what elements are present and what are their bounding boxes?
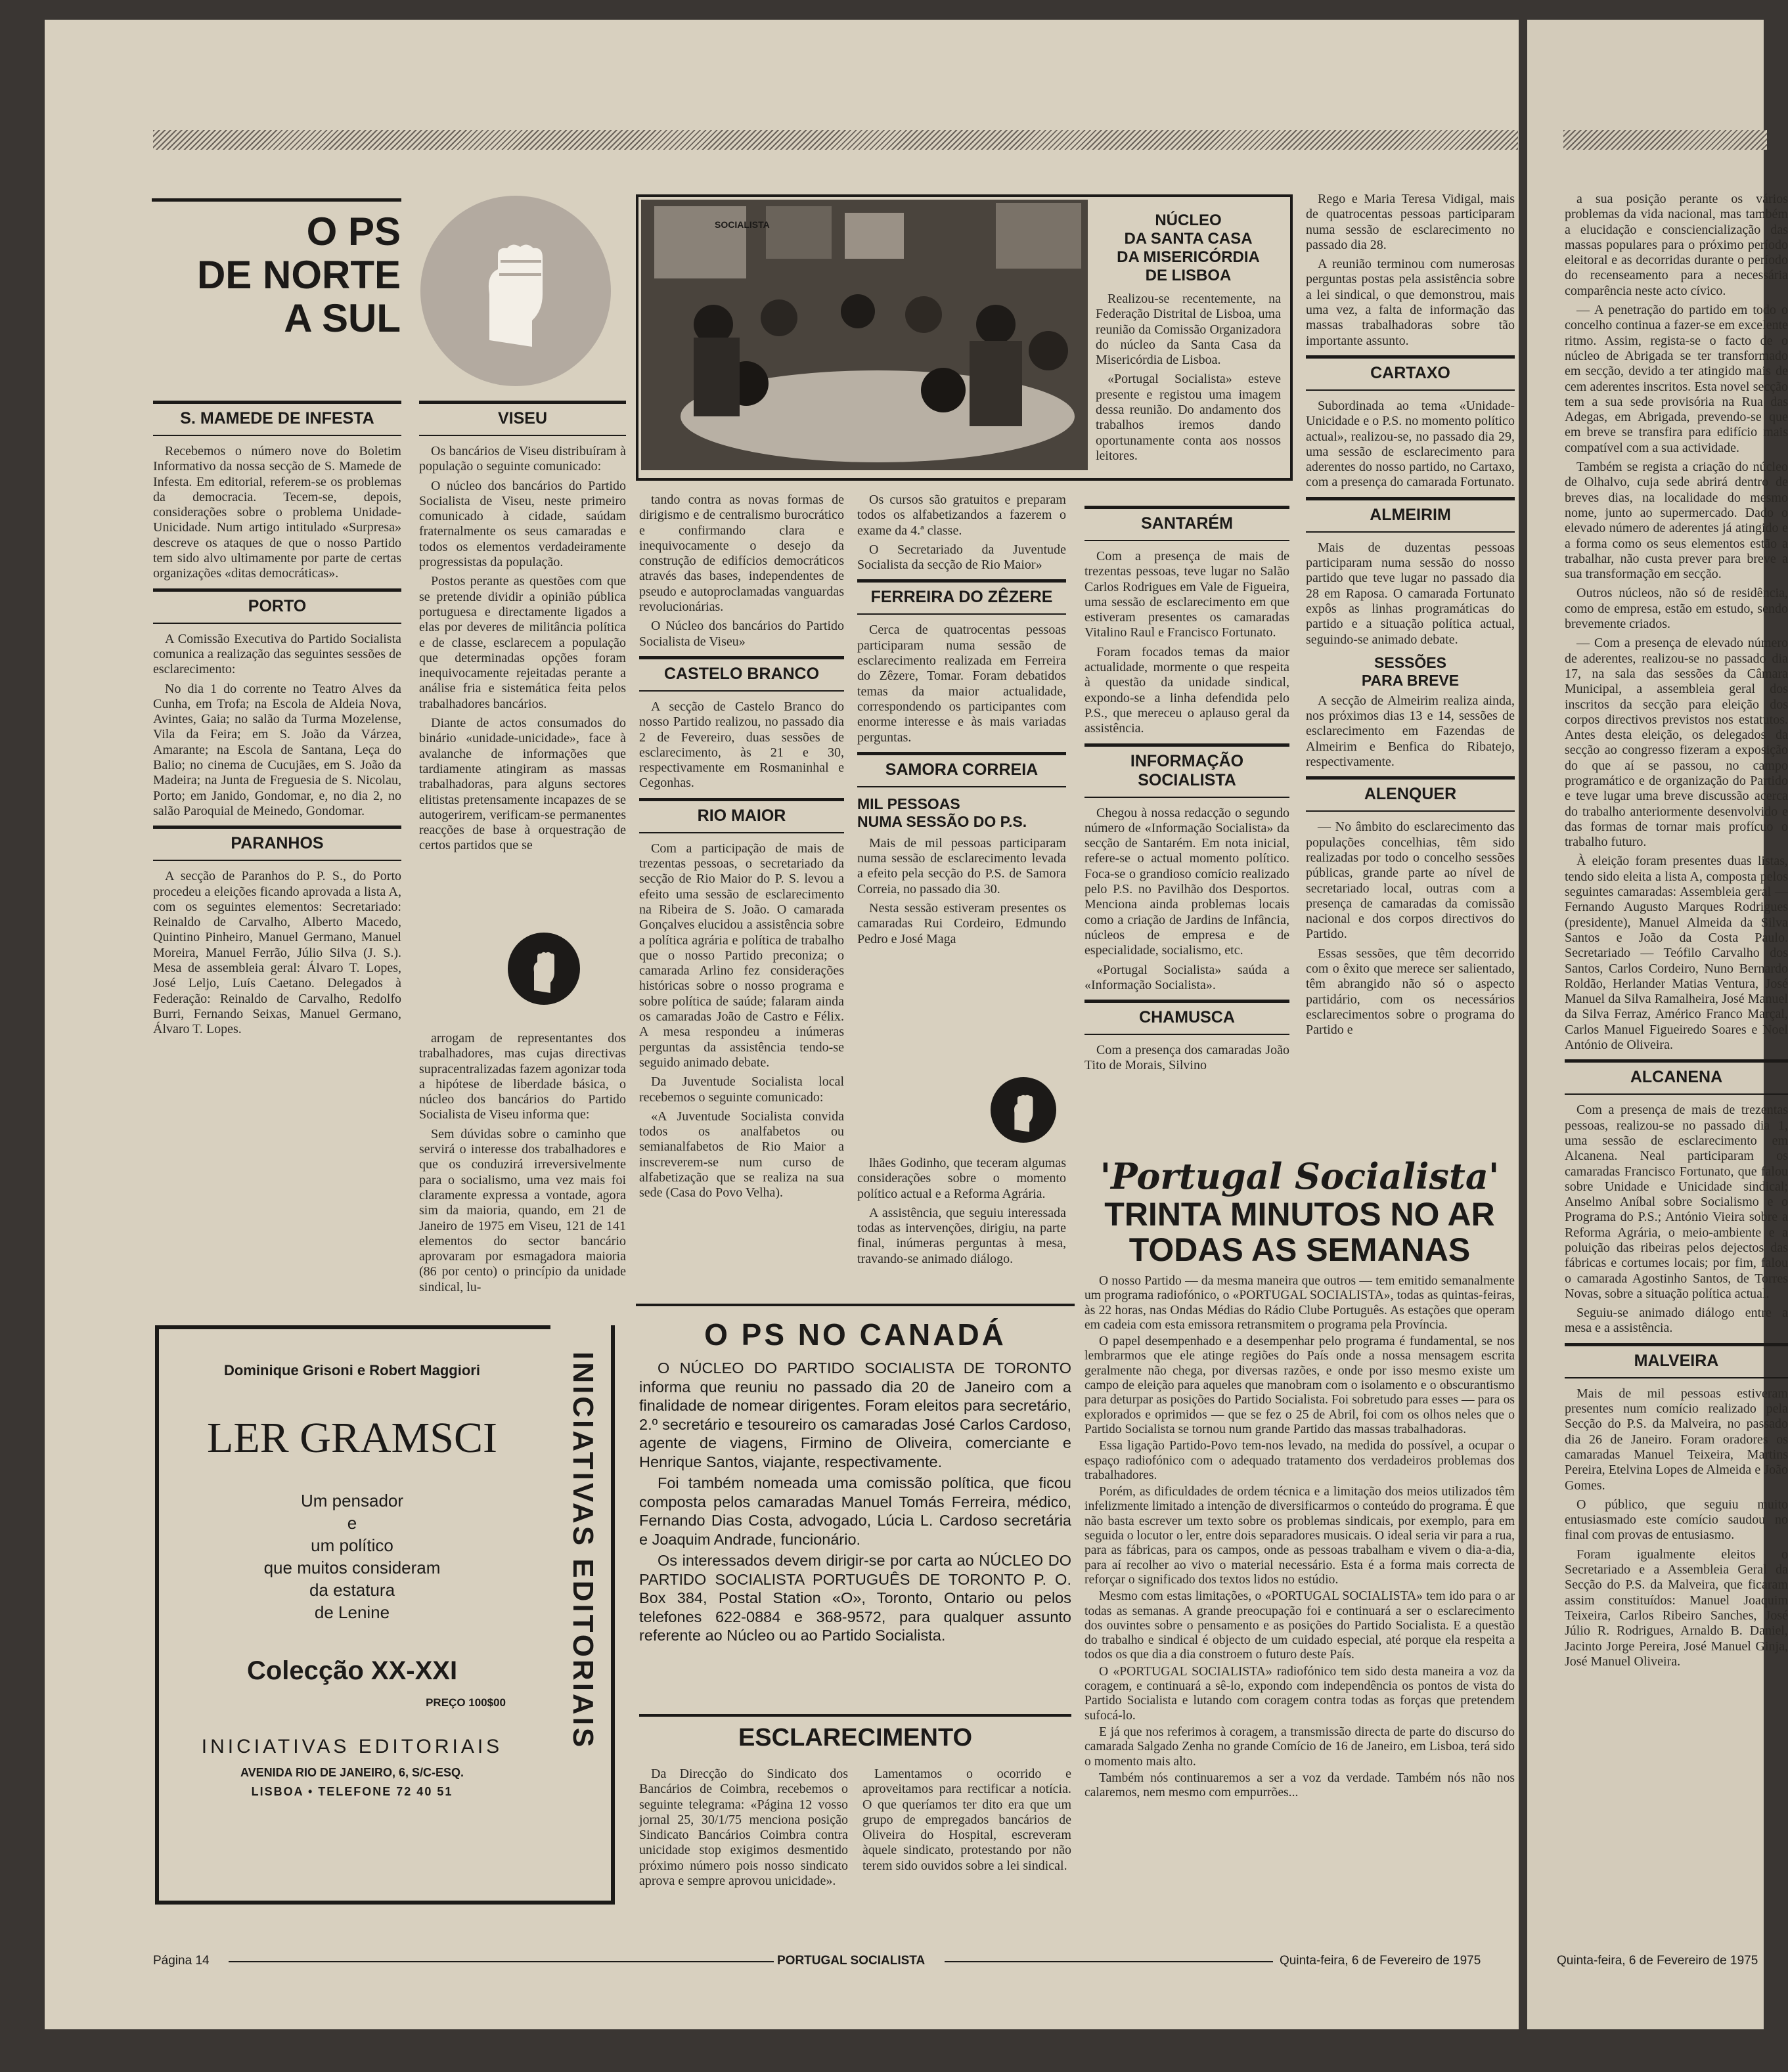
ad-address: AVENIDA RIO DE JANEIRO, 6, S/C-ESQ. [240,1766,464,1779]
paragraph: O Núcleo dos bancários do Partido Socialista de Viseu» [639,619,844,649]
column-4 [857,493,1066,954]
ler-gramsci-ad [155,1325,615,1905]
article-chamusca-cont [1306,192,1515,349]
title-line: DE NORTE [196,253,401,297]
paragraph: Mesmo com estas limitações, o «PORTUGAL SOCIALISTA» tem ido para o ar todas as semanas. A grande preocupação foi e continuará a ser o esclarecimento dos ouvintes sobre o pensamento e as posições do Partido Socialista. E a questão do trabalho e sindical é objecto de um cuidado especial, até porque ela respeita a todos os que dia a dia constroem o futuro deste País. [1084,1589,1515,1662]
raised-fist-icon [420,196,611,386]
title-rule-top [152,198,401,202]
fist-badge [991,1077,1056,1143]
radio-body [1084,1274,1515,1800]
title-line: A SUL [284,296,401,340]
paragraph: Rego e Maria Teresa Vidigal, mais de quatrocentas pessoas participaram numa sessão de esclarecimento no passado dia 28. [1306,192,1515,252]
heading-line: DA SANTA CASA [1124,230,1253,248]
paragraph: O «PORTUGAL SOCIALISTA» radiofónico tem sido desta maneira a voz da coragem, e continuará a sê-lo, expondo com independência os pontos de vista do Partido Socialista e lutando com coragem contra todas as forças que pretendem sufocá-lo. [1084,1664,1515,1723]
canada-rule [636,1304,1075,1306]
ad-price: PREÇO 100$00 [426,1696,506,1709]
column-6 [1306,192,1515,1044]
paragraph: A Comissão Executiva do Partido Socialista comunica a realização das seguintes sessões de esclarecimento: [153,631,401,677]
photo-story-text [1096,211,1281,470]
paragraph: Essas sessões, que têm decorrido com o êxito que merece ser salientado, têm abrangido não só o aspecto partidário, com os necessários esclarecimentos sobre o programa do Partido e [1306,946,1515,1038]
paragraph: O NÚCLEO DO PARTIDO SOCIALISTA DE TORONTO informa que reuniu no passado dia 20 de Janeiro com a finalidade de nomear dirigentes. Foram eleitos para secretário, 2.º secretário e tesoureiro os camaradas José Carlos Cardoso, agente de viagens, Firmino de Oliveira, comerciante e Henrique Santos, viajante, respectivamente. [639,1359,1071,1470]
paragraph: Chegou à nossa redacção o segundo número de «Informação Socialista» da secção de Santarém. Em nota inicial, refere-se o actual momento político. Foca-se o grandioso comício realizado pelo P.S. no Pavilhão dos Desportos. Menciona ainda problemas locais como a criação de Jardins de Infância, núcleos de empresa e de especialidade, socialismo, etc. [1084,805,1289,958]
paragraph: A secção de Paranhos do P. S., do Porto procedeu a eleições ficando aprovada a lista A, com os seguintes elementos: Secretariado: Reinaldo de Carvalho, Alberto Macedo, Quintino Pinheiro, Manuel Germano, Manuel Moreira, Manuel Ferrão, Júlio Silva (J. S.). Mesa de assembleia geral: Álvaro T. Lopes, José Leljo, Luís Caetano. Delegados à Federação: Reinaldo de Carvalho, Redolfo Burri, Fernando Seixas, Manuel Germano, Álvaro T. Lopes. [153,869,401,1037]
paragraph: A secção de Castelo Branco do nosso Partido realizou, no passado dia 2 de Fevereiro, duas sessões de esclarecimento, às 21 e 30, respectivamente em Rosmaninhal e Cegonhas. [639,699,844,791]
article-viseu-end [639,493,844,650]
column-2-continued [419,1031,626,1302]
raised-fist-icon [991,1077,1056,1143]
paragraph: Essa ligação Partido-Povo tem-nos levado, na medida do possível, a ocupar o espaço radiofónico com o adequado tratamento dos verdadeiros problemas dos trabalhadores. [1084,1439,1515,1482]
paragraph: Da Juventude Socialista local recebemos o seguinte comunicado: [639,1074,844,1105]
paragraph: Realizou-se recentemente, na Federação Distrital de Lisboa, uma reunião da Comissão Organizadora do núcleo da Santa Casa da Misericórdia de Lisboa. [1096,292,1281,368]
paragraph: O nosso Partido — da mesma maneira que outros — tem emitido semanalmente um programa radiofónico, o «PORTUGAL SOCIALISTA», todas as quintas-feiras, às 22 horas, nas Ondas Médias do Rádio Clube Português. As estações que operam em cadeia com esta emissora retransmitem o programa pela Província. [1084,1274,1515,1332]
paragraph: Mais de duzentas pessoas participaram numa sessão do nosso partido que teve lugar no passado dia 28 em Raposa. O camarada Fortunato expôs as linhas programáticas do partido e a situação política actual, seguindo-se animado debate. [1306,540,1515,647]
radio-brand: 'Portugal Socialista' [1100,1155,1500,1197]
paragraph: Outros núcleos, não só de residência, como de empresa, estão em estudo, sendo brevemente criados. [1565,586,1788,632]
article-rio-maior-end [857,493,1066,573]
esclarecimento-heading: ESCLARECIMENTO [738,1724,973,1752]
article-alenquer [1306,820,1515,1038]
heading-malveira: MALVEIRA [1565,1343,1788,1378]
photo-story-body [1096,292,1281,464]
paragraph: O papel desempenhado e a desempenhar pelo programa é fundamental, se nos lembrarmos que ele atinge regiões do País onde a nossa mensagem escrita geralmente não chega, por diversas razões, e onde por isso mesmo existe um campo de eleição para aqueles que manobram com o isolamento e o obscurantismo para deturpar as posições do Partido Socialista. Foi sobretudo para esses — para os explorados e oprimidos — que se fez o 25 de Abril, foi com os olhos neles que o Partido Socialista se tornou num grande Partido das massas trabalhadoras. [1084,1334,1515,1436]
paragraph: Diante de actos consumados do binário «unidade-unicidade», face à avalanche de informações que tardiamente atingiram as massas trabalhadoras, para alguns sectores elitistas pretensamente incapazes de se autogerirem, verificam-se permanentes reacções de base à orquestração de certos partidos que se [419,716,626,853]
radio-heading [1084,1197,1515,1267]
paragraph: Também se regista a criação do núcleo de Olhalvo, cuja sede abrirá dentro de breves dias, na localidade do mesmo nome, junto ao supermercado. Dado o elevado número de aderentes já atingido e a forma como os seus elementos estão a trabalhar, não custa prever para breve a sua transformação em secção. [1565,460,1788,582]
esclarecimento-col-1 [639,1767,848,1895]
paragraph: Os interessados devem dirigir-se por carta ao NÚCLEO DO PARTIDO SOCIALISTA PORTUGUÊS DE TORONTO P. O. Box 384, Postal Station «O», Toronto, Ontario ou pelos telefones 622-0884 e 368-9572, para qualquer assunto referente ao Núcleo ou ao Partido Socialista. [639,1552,1071,1644]
paragraph: A secção de Almeirim realiza ainda, nos próximos dias 13 e 14, sessões de esclarecimento em Fazendas de Almeirim e Benfica do Ribatejo, respectivamente. [1306,693,1515,770]
paragraph: E já que nos referimos à coragem, a transmissão directa de parte do discurso do camarada Salgado Zenha no grande Comício de 16 de Janeiro, em Lisboa, terá sido o momento mais alto. [1084,1725,1515,1769]
article-viseu-cont [419,1031,626,1295]
footer-rule-left [229,1961,774,1962]
ad-content [159,1329,545,1901]
paragraph: «Portugal Socialista» esteve presente e registou uma imagem dessa reunião. Do andamento dos trabalhos iremos dando oportunamente conta aos nossos leitores. [1096,372,1281,463]
ad-publisher: INICIATIVAS EDITORIAIS [201,1736,503,1757]
paragraph: Sem dúvidas sobre o caminho que servirá o interesse dos trabalhadores e que os conduzirá irreversivelmente para o socialismo, uma vez mais foi claramente expressa a vontade, agora sim da maioria, quando, em 21 de Janeiro de 1975 em Viseu, 121 de 141 elementos do sector bancário aprovaram por esmagadora maioria (86 por cento) o princípio da unidade sindical, lu- [419,1126,626,1294]
article-paranhos [153,869,401,1037]
column-3 [639,493,844,1208]
paragraph: Nesta sessão estiveram presentes os camaradas Rui Cordeiro, Edmundo Pedro e José Maga [857,901,1066,946]
ad-line: da estatura [309,1580,395,1600]
paragraph: Cerca de quatrocentas pessoas participaram numa sessão de esclarecimento realizada em Ferreira do Zêzere, Tomar. Foram debatidos temas da maior actualidade, correspondendo os participantes com enorme interesse e às mais variadas perguntas. [857,623,1066,745]
article-ferreira [857,623,1066,745]
article-s-mamede [153,444,401,582]
heading-informacao: INFORMAÇÃO SOCIALISTA [1084,743,1289,798]
article-samora [857,836,1066,947]
adjacent-text [1565,192,1788,1053]
article-castelo-branco [639,699,844,791]
section-title [156,210,401,340]
raised-fist-icon [508,933,580,1005]
heading-line: NÚCLEO [1155,211,1222,229]
paragraph: Com a presença de mais de trezentas pessoas, realizou-se no passado dia 1, uma sessão de esclarecimento em Alcanena. Neal participaram os camaradas Francisco Fortunato, que falou sobre Unidade e Unicidade sindical; Anselmo Aníbal sobre Socialismo e o Programa do P.S.; António Vieira sobre a Reforma Agrária, o meio-ambiente e a poluição das ribeiras pelos dejectos das fábricas e cortumes locais; por fim, falou o camarada Agostinho Santos, de Torres Novas, sobre a situação política actual. [1565,1103,1788,1301]
column-1 [153,401,401,1044]
canada-article [639,1317,1071,1645]
paragraph: A assistência, que seguiu interessada todas as intervenções, dirigiu, na parte final, inúmeras perguntas à mesa, travando-se animado diálogo. [857,1205,1066,1266]
ad-line: e [347,1513,357,1533]
footer-page-number: Página 14 [153,1954,210,1968]
paragraph: Com a presença dos camaradas João Tito de Morais, Silvino [1084,1043,1289,1073]
adjacent-top-rule [1563,130,1767,150]
photo-story-heading [1096,211,1281,285]
ad-authors: Dominique Grisoni e Robert Maggiori [224,1362,480,1378]
article-santarem [1084,549,1289,737]
ad-side-bar [550,1325,611,1897]
article-sessoes [1306,694,1515,770]
ad-line: Um pensador [300,1491,404,1510]
paragraph: a sua posição perante os vários problemas da vida nacional, mas também a elucidação e consciencialização das massas populares para o próximo período eleitoral e as decorridas durante o período do recenseamento para a necessária comparência neste acto cívico. [1565,192,1788,298]
heading-almeirim: ALMEIRIM [1306,497,1515,533]
footer-date: Quinta-feira, 6 de Fevereiro de 1975 [1280,1954,1481,1968]
paragraph: Com a participação de mais de trezentas pessoas, o secretariado da secção de Rio Maior do P. S. levou a efeito uma sessão de esclarecimento na Ribeira de S. João. O camarada Gonçalves elucidou a assistência sobre a política agrária e política de trabalho que o nosso Partido preconiza; o camarada Arlino fez considerações históricas sobre o nosso programa e sobre política de saúde; falaram ainda os camaradas João de Castro e Félix. A mesa respondeu a inúmeras perguntas da assistência tendo-se seguido animado debate. [639,841,844,1070]
meeting-photo-graphic [641,200,1088,470]
footer-rule-right [945,1961,1273,1962]
subheading-sessoes [1306,654,1515,690]
heading-alenquer: ALENQUER [1306,776,1515,812]
fist-badge [508,933,580,1005]
canada-body [639,1359,1071,1645]
article-alcanena [1565,1103,1788,1336]
ad-line: que muitos consideram [263,1558,441,1577]
article-chamusca [1084,1043,1289,1074]
heading-chamusca: CHAMUSCA [1084,1000,1289,1035]
radio-article [1084,1156,1515,1800]
heading-samora: SAMORA CORREIA [857,752,1066,787]
heading-line: TODAS AS SEMANAS [1129,1231,1471,1268]
heading-s-mamede: S. MAMEDE DE INFESTA [153,401,401,436]
paragraph: Mais de mil pessoas estiveram presentes num comício realizado pela Secção do P.S. da Malveira, no passado dia 26 de Janeiro. Foram oradores os camaradas Manuel Teixeira, Martins Pereira, Etelvina Lopes de Almeida e João Gomes. [1565,1386,1788,1493]
paragraph: Recebemos o número nove do Boletim Informativo da nossa secção de S. Mamede de Infesta. Em editorial, referem-se os problemas da democracia. Tecem-se, depois, considerações sobre o problema Unidade-Unicidade. Num artigo intitulado «Surpresa» descreve os ataques de que o nosso Partido tem sido alvo ultimamente por parte de certas organizações «ditas democráticas». [153,444,401,581]
paragraph: lhães Godinho, que teceram algumas considerações sobre o momento político actual e a Reforma Agrária. [857,1156,1066,1201]
fist-logo [420,196,611,386]
column-5 [1084,506,1289,1080]
article-porto [153,632,401,820]
heading-line: DA MISERICÓRDIA [1117,248,1260,266]
paragraph: — No âmbito do esclarecimento das populações concelhias, têm sido realizadas por todo o concelho sessões públicas, grande parte ao nível de secretariado local, outras com a presença de camaradas da comissão nacional e dos corpos directivos do Partido. [1306,820,1515,942]
paragraph: arrogam de representantes dos trabalhadores, mas cujas directivas supracentralizadas fazem agonizar toda a hipótese de liberdade básica, o núcleo dos bancários do Partido Socialista de Viseu informa que: [419,1031,626,1122]
esclarecimento-body-1 [639,1767,848,1889]
heading-alcanena: ALCANENA [1565,1059,1788,1095]
paragraph: tando contra as novas formas de dirigismo e de centralismo burocrático e confirmando clara e inequivocamente o desejo da construção de edifícios democráticos através das bases, independentes de pseudo e autoproclamadas vanguardas revolucionárias. [639,493,844,615]
subheading-samora [857,795,1066,831]
esclarecimento-rule [639,1714,1071,1717]
paragraph: Lamentamos o ocorrido e aproveitamos para rectificar a notícia. O que queríamos ter dito era que um grupo de empregados bancários de Oliveira do Hospital, escreveram àquele sindicato, protestando por não terem sido ouvidos sobre a lei sindical. [862,1767,1071,1873]
paragraph: Seguiu-se animado diálogo entre a mesa e a assistência. [1565,1306,1788,1336]
heading-viseu: VISEU [419,401,626,436]
newspaper-page [45,20,1519,2029]
meeting-photo [641,200,1088,470]
paragraph: O núcleo dos bancários do Partido Socialista de Viseu, neste primeiro comunicado à cidade, saúdam fraternalmente os seus camaradas e todos os elementos verdadeiramente progressistas da população. [419,478,626,570]
paragraph: À eleição foram presentes duas listas, tendo sido eleita a lista A, composta pelos seguintes camaradas: Assembleia geral — Fernando Augusto Marques Rodrigues (presidente), Manuel Almeida da Silva Santos e João da Costa Paulo. Secretariado — Teófilo Carvalho dos Santos, Carlos Cordeiro, Nuno Bernardo Roldão, Herlander Matias Ventura, José Manuel da Silva Ramalheira, José Manuel da Silva Ferraz, Américo Franco Marçal, Carlos Manuel Figueiredo Soares e Noel António de Oliveira. [1565,854,1788,1053]
heading-porto: PORTO [153,588,401,624]
ad-phone: LISBOA • TELEFONE 72 40 51 [251,1785,453,1798]
heading-line: TRINTA MINUTOS NO AR [1104,1196,1495,1233]
heading-cartaxo: CARTAXO [1306,355,1515,391]
heading-santarem: SANTARÉM [1084,506,1289,541]
subheading-line: SESSÕES [1374,653,1446,671]
title-line: O PS [306,209,401,253]
esclarecimento-col-2 [862,1767,1071,1880]
ad-vertical-text: INICIATIVAS EDITORIAIS [567,1352,599,1750]
ad-line: de Lenine [314,1602,390,1622]
article-malveira [1565,1386,1788,1669]
subheading-line: MIL PESSOAS [857,795,960,812]
paragraph: No dia 1 do corrente no Teatro Alves da Cunha, em Trofa; na Escola de Aldeia Nova, Avintes, Gaia; no salão da Turma Mozelense, Vila da Feira; em S. João da Várzea, Amarante; na Escola de Santana, Leça do Balio; no cinema de Cucujães, em S. João da Madeira; na Junta de Freguesia de S. Nicolau, Porto; em Janido, Gondomar, e, no dia 2, no salão Paroquial de Meinedo, Gondomar. [153,681,401,818]
footer-paper-name: PORTUGAL SOCIALISTA [777,1954,926,1968]
heading-castelo-branco: CASTELO BRANCO [639,656,844,692]
ad-subtitle [159,1489,545,1623]
subheading-line: PARA BREVE [1361,671,1460,689]
article-informacao [1084,806,1289,994]
paragraph: Porém, as dificuldades de ordem técnica e a limitação dos meios utilizados têm infelizmente limitado a intenção de diversificarmos o conteúdo do programa. É que não basta escrever um texto sobre os problemas sindicais, por exemplo, para em seguida o locutor o ler, entre dois separadores musicais. O ideal seria vir para a rua, para as fábricas, para os campos, onde as pessoas trabalham e vivem o dia-a-dia, para aí recolher ao vivo o material necessário. Esta é a forma mais correcta de reforçar o significado dos textos lidos no estúdio. [1084,1485,1515,1587]
paragraph: O Secretariado da Juventude Socialista da secção de Rio Maior» [857,542,1066,573]
article-almeirim [1306,540,1515,648]
photo-poster-text: SOCIALISTA [715,219,770,230]
heading-ferreira: FERREIRA DO ZÊZERE [857,579,1066,615]
ad-line: um político [311,1535,393,1555]
column-4-continued [857,1156,1066,1273]
paragraph: Foram igualmente eleitos o Secretariado e a Assembleia Geral da Secção do P.S. da Malveira, que ficaram assim constituídos: Manuel Joaquim Teixeira, Carlos Ribeiro Sanches, José Júlio R. Rodrigues, Arnaldo B. Daniel, Jacinto Jorge Pereira, José Manuel Ginja, José Manuel Oliveira. [1565,1547,1788,1669]
subheading-line: NUMA SESSÃO DO P.S. [857,812,1027,830]
heading-paranhos: PARANHOS [153,826,401,861]
paragraph: Da Direcção do Sindicato dos Bancários de Coimbra, recebemos o seguinte telegrama: «Página 12 vosso jornal 25, 30/1/75 menciona posição Sindicato Bancários Coimbra contra unicidade stop exigimos desmentido próximo número pois nosso sindicato aprova e sempre aprovou unicidade». [639,1767,848,1889]
paragraph: «Portugal Socialista» saúda a «Informação Socialista». [1084,962,1289,992]
adjacent-footer-date: Quinta-feira, 6 de Fevereiro de 1975 [1557,1954,1758,1968]
article-rio-maior [639,841,844,1201]
top-rule [153,130,1518,150]
paragraph: Postos perante as questões com que se pretende dividir a opinião pública portuguesa e directamente ligados a elas por deveres de militância política e de classe, esclarecem a população que determinadas opções foram inequivocamente rejeitadas perante a análise fria e sistemática feita pelos trabalhadores bancários. [419,574,626,711]
paragraph: Também nós continuaremos a ser a voz da verdade. Também nós não nos calaremos, nem mesmo com empurrões... [1084,1771,1515,1800]
paragraph: Mais de mil pessoas participaram numa sessão de esclarecimento levada a efeito pela secção do P.S. de Samora Correia, no passado dia 30. [857,835,1066,896]
article-viseu [419,444,626,854]
paragraph: Com a presença de mais de trezentas pessoas, teve lugar no Salão Carlos Rodrigues em Vale de Figueira, uma sessão de esclarecimento em que estiveram presentes os camaradas Vitalino Raul e Francisco Fortunato. [1084,549,1289,640]
column-2 [419,401,626,860]
paragraph: «A Juventude Socialista convida todos os analfabetos ou semianalfabetos de Rio Maior a inscreverem-se num curso de alfabetização que se realiza na sua sede (Casa do Povo Velha). [639,1109,844,1201]
ad-collection: Colecção XX-XXI [246,1656,458,1685]
paragraph: Os cursos são gratuitos e preparam todos os alfabetizandos a fazerem o exame da 4.ª classe. [857,493,1066,538]
heading-line: DE LISBOA [1145,267,1232,284]
paragraph: Foram focados temas da maior actualidade, mormente o que respeita à questão da unidade sindical, expondo-se a linha defendida pelo P.S., que mereceu o aplauso geral da assistência. [1084,644,1289,736]
ad-title: LER GRAMSCI [207,1414,497,1462]
article-cartaxo [1306,399,1515,491]
paragraph: — A penetração do partido em todo o concelho continua a fazer-se em excelente ritmo. Assim, regista-se o facto de o núcleo de Abrigada se ter transformado em secção, devido a ter atingido mais de cem aderentes inscritos. Esta novel secção tem a sua sede provisória na Rua das Adegas, em Abrigada, prevendo-se que em breve se transfira para edifício mais compatível com a sua actividade. [1565,303,1788,455]
paragraph: Os bancários de Viseu distribuíram à população o seguinte comunicado: [419,444,626,474]
adjacent-page [1527,20,1788,2029]
adjacent-column [1565,192,1788,1676]
paragraph: — Com a presença de elevado número de aderentes, realizou-se no passado dia 17, na sala das sessões da Câmara Municipal, a assembleia geral dos inscritos da secção para eleição dos corpos directivos previstos nos estatutos. Antes desta eleição, os delegados da secção ao congresso fizeram a exposição do que aí se passou, no campo programático e de organização do Partido e teve lugar uma breve discussão acerca do trabalho anteriormente desenvolvido e das formas de tornar mais profícuo o trabalho futuro. [1565,636,1788,850]
heading-rio-maior: RIO MAIOR [639,798,844,833]
canada-heading: O PS NO CANADÁ [704,1317,1006,1352]
paragraph: A reunião terminou com numerosas perguntas postas pela assistência sobre a lei sindical, o que demonstrou, mais uma vez, a falta de informação das massas trabalhadoras sobre tão importante assunto. [1306,257,1515,348]
article-samora-cont [857,1156,1066,1267]
paragraph: Subordinada ao tema «Unidade-Unicidade e o P.S. no momento político actual», realizou-se, no passado dia 29, uma sessão de esclarecimento para aderentes do nosso partido, no Cartaxo, com a presença do camarada Fortunato. [1306,398,1515,490]
esclarecimento-body-2 [862,1767,1071,1874]
paragraph: O público, que seguiu muito entusiasmado este comício saudou no final com provas de entusiasmo. [1565,1497,1788,1543]
paragraph: Foi também nomeada uma comissão política, que ficou composta pelos camaradas Manuel Tomás Ferreira, médico, Fernando Dias Costa, advogado, Lúcia L. Cardoso secretária e Joaquim Andrade, funcionário. [639,1474,1071,1548]
